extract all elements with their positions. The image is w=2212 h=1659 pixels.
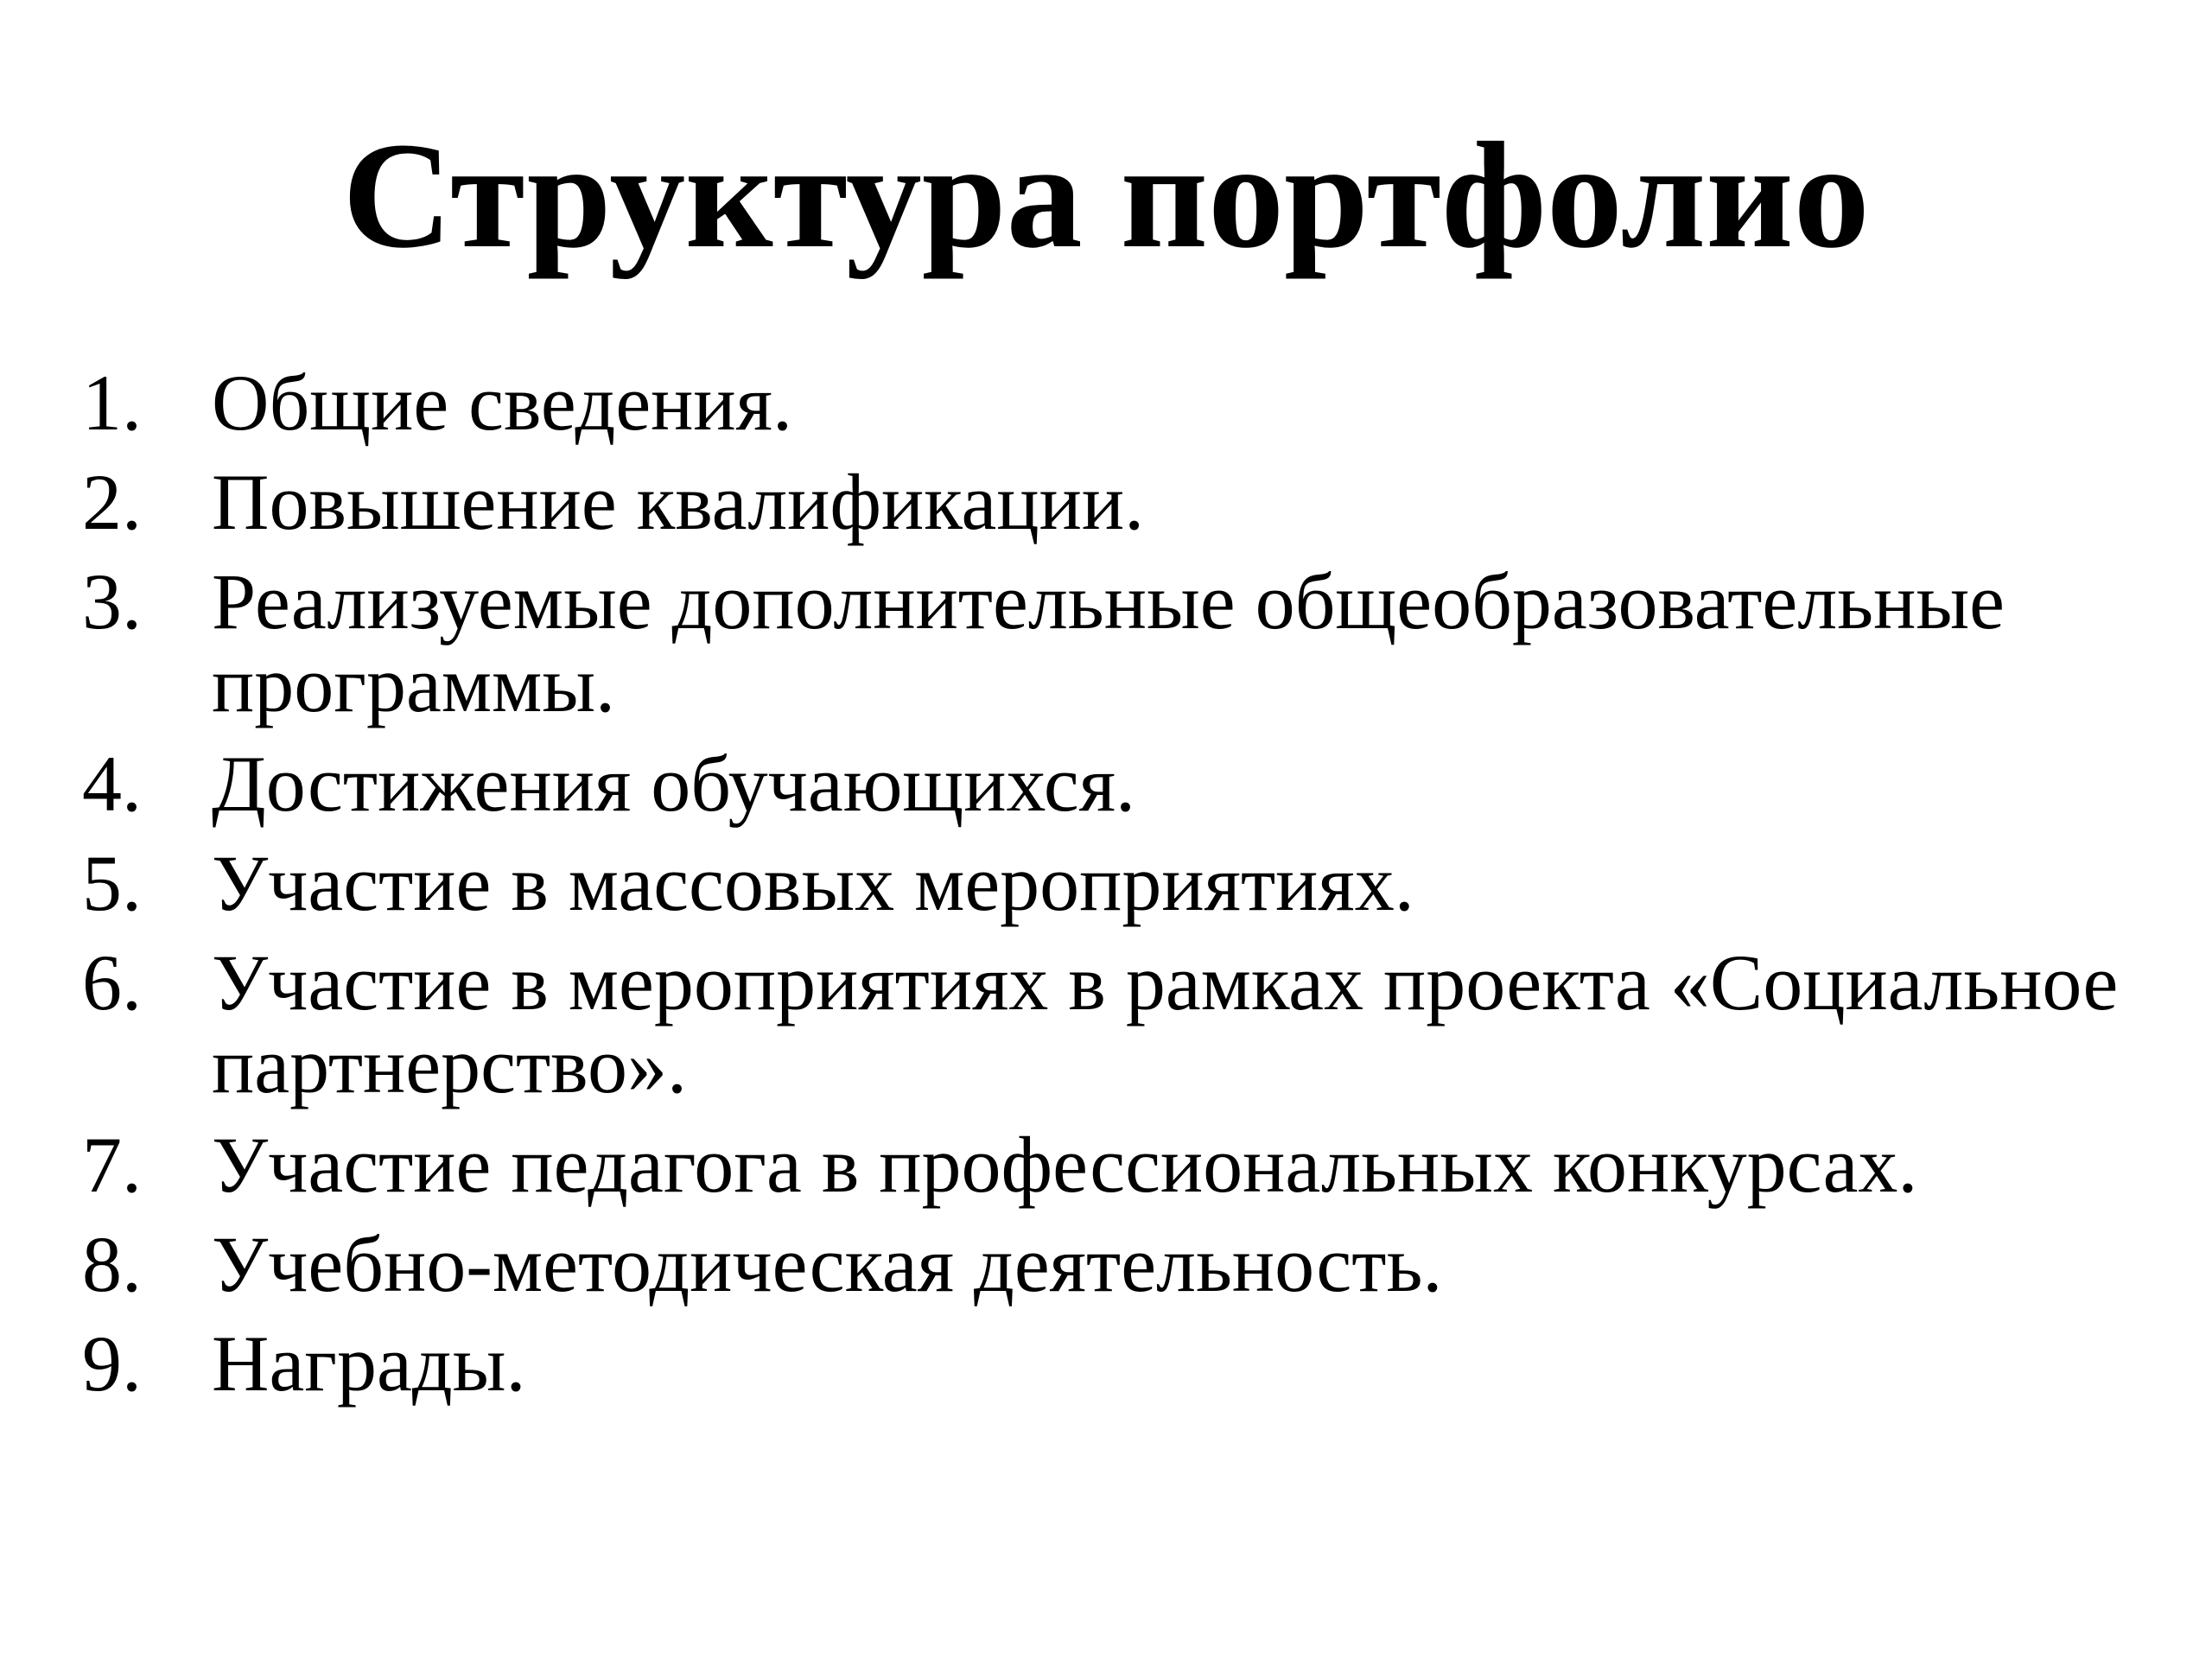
item-text: Награды. (212, 1319, 526, 1408)
list-item (82, 557, 2173, 728)
list-item (82, 458, 2173, 546)
item-number: 5. (82, 839, 142, 927)
item-number: 1. (82, 359, 142, 447)
item-text: Достижения обучающихся. (212, 740, 1136, 828)
list-item (82, 1319, 2173, 1408)
list-item (82, 740, 2173, 828)
item-number: 6. (82, 938, 142, 1027)
item-number: 3. (82, 557, 142, 645)
item-text: Учебно-методическая деятельность. (212, 1220, 1443, 1308)
list-item (82, 938, 2173, 1109)
list-item (82, 839, 2173, 927)
item-number: 4. (82, 740, 142, 828)
item-number: 7. (82, 1121, 142, 1209)
item-text: Реализуемые дополнительные общеобразовательные программы. (212, 557, 2005, 728)
list-item (82, 359, 2173, 447)
slide-title: Структура портфолио (342, 111, 1870, 280)
item-text: Повышение квалификации. (212, 458, 1145, 546)
item-text: Участие педагога в профессиональных конкурсах. (212, 1121, 1918, 1209)
list-item (82, 1121, 2173, 1209)
item-text: Общие сведения. (212, 359, 792, 447)
item-text: Участие в мероприятиях в рамках проекта «Социальное партнерство». (212, 938, 2119, 1109)
item-number: 9. (82, 1319, 142, 1408)
portfolio-structure-list (82, 361, 2173, 1421)
item-number: 2. (82, 458, 142, 546)
item-text: Участие в массовых мероприятиях. (212, 839, 1414, 927)
list-item (82, 1220, 2173, 1308)
item-number: 8. (82, 1220, 142, 1308)
